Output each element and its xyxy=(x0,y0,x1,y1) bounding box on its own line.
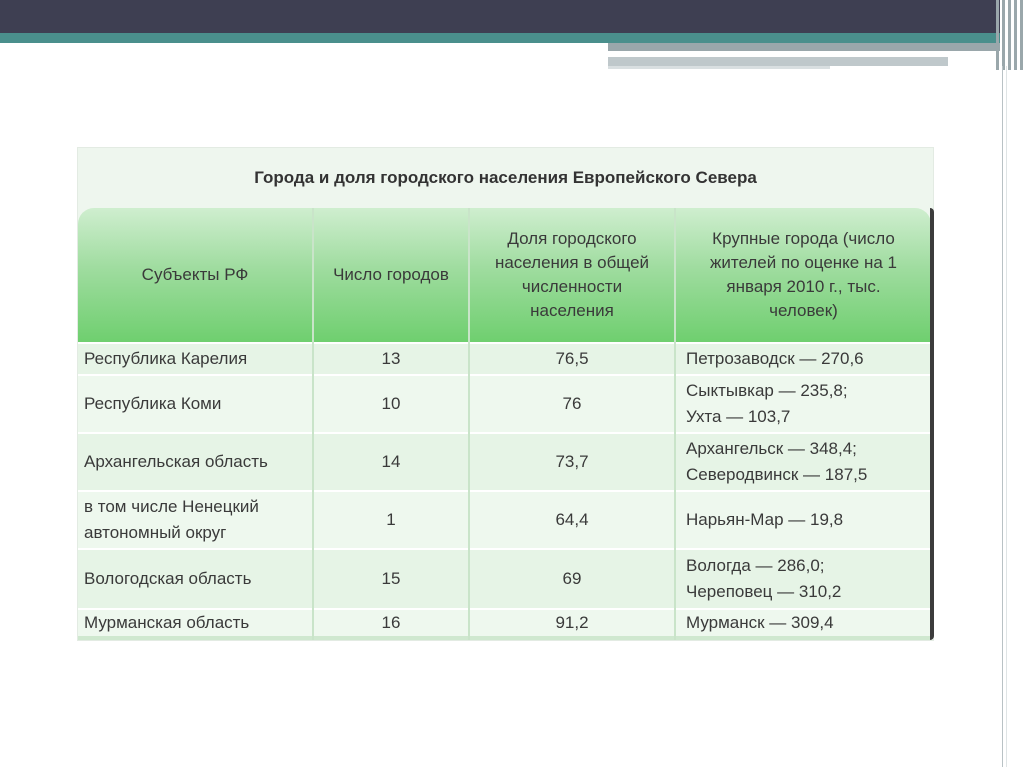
cell-large-cities xyxy=(686,550,926,608)
cell-large-cities xyxy=(686,492,926,548)
cell-cities: 10 xyxy=(381,394,401,413)
cell-large-cities xyxy=(686,344,926,374)
cell-large-cities xyxy=(686,376,926,432)
decor-line xyxy=(1002,66,1003,767)
decor-bar xyxy=(608,66,830,69)
top-dark-bar xyxy=(0,0,1000,33)
table-row xyxy=(78,342,931,374)
decor-stripes xyxy=(996,0,1024,70)
cell-subject: Мурманская область xyxy=(84,613,250,632)
top-teal-bar xyxy=(0,33,1000,43)
large-city-line: Архангельск — 348,4; xyxy=(686,439,857,458)
cell-share: 91,2 xyxy=(555,613,589,632)
large-city-line: Нарьян-Мар — 19,8 xyxy=(686,510,844,529)
data-table xyxy=(78,208,931,640)
table-image xyxy=(78,148,933,640)
table-row xyxy=(78,608,931,636)
large-city-line: Сыктывкар — 235,8; xyxy=(686,381,848,400)
large-city-line: Мурманск — 309,4 xyxy=(686,613,834,632)
cell-share: 76 xyxy=(562,394,582,413)
header-large-cities: Крупные города (число жителей по оценке на 1 января 2010 г., тыс. человек) xyxy=(710,229,897,320)
cell-cities: 16 xyxy=(381,613,401,632)
cell-cities: 1 xyxy=(386,510,396,529)
cell-subject: в том числе Ненецкий автономный округ xyxy=(84,497,259,542)
large-city-line: Северодвинск — 187,5 xyxy=(686,465,868,484)
table-row xyxy=(78,374,931,432)
column-divider xyxy=(468,208,470,640)
header-subjects: Субъекты РФ xyxy=(141,265,249,284)
column-divider xyxy=(312,208,314,640)
large-city-line: Череповец — 310,2 xyxy=(686,582,842,601)
header-city-count: Число городов xyxy=(333,265,449,284)
decor-bar xyxy=(608,43,1000,51)
cell-cities: 13 xyxy=(381,349,401,368)
large-city-line: Ухта — 103,7 xyxy=(686,407,791,426)
cell-subject: Республика Карелия xyxy=(84,349,248,368)
cell-share: 64,4 xyxy=(555,510,589,529)
decor-bar xyxy=(608,57,948,66)
table-row xyxy=(78,432,931,490)
large-city-line: Вологда — 286,0; xyxy=(686,556,825,575)
table-bottom-rule xyxy=(78,636,931,640)
cell-share: 69 xyxy=(562,569,582,588)
cell-large-cities xyxy=(686,434,926,490)
cell-subject: Республика Коми xyxy=(84,394,222,413)
table-title: Города и доля городского населения Европейского Севера xyxy=(254,168,757,187)
cell-share: 76,5 xyxy=(555,349,589,368)
cell-cities: 15 xyxy=(381,569,401,588)
cell-subject: Архангельская область xyxy=(84,452,268,471)
large-city-line: Петрозаводск — 270,6 xyxy=(686,349,864,368)
cell-cities: 14 xyxy=(381,452,401,471)
table-row xyxy=(78,490,931,548)
table-row xyxy=(78,548,931,608)
cell-subject: Вологодская область xyxy=(84,569,252,588)
table-edge-shadow xyxy=(930,208,934,640)
column-divider xyxy=(674,208,676,640)
header-urban-share: Доля городского населения в общей численности населения xyxy=(494,229,650,320)
cell-share: 73,7 xyxy=(555,452,589,471)
decor-line xyxy=(1006,66,1007,767)
cell-large-cities xyxy=(686,610,926,636)
